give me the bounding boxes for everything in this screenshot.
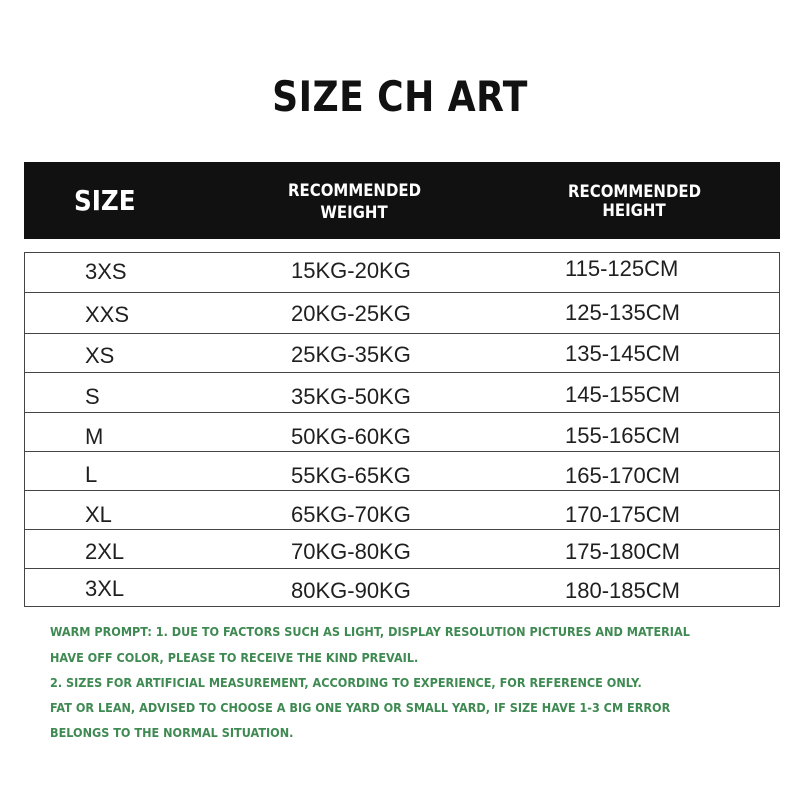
note-line-1: WARM PROMPT: 1. DUE TO FACTORS SUCH AS LIGHT, DISPLAY RESOLUTION PICTURES AND MATERIAL	[50, 624, 690, 639]
table-row	[25, 529, 779, 569]
note-line-2: HAVE OFF COLOR, PLEASE TO RECEIVE THE KIND PREVAIL.	[50, 650, 419, 665]
size-cell: M	[85, 424, 104, 449]
height-cell: 135-145CM	[565, 341, 680, 366]
size-cell: XL	[85, 502, 112, 527]
size-cell: 3XL	[85, 576, 125, 601]
size-cell: 3XS	[85, 259, 127, 284]
header-size: SIZE	[74, 184, 136, 217]
height-cell: 115-125CM	[565, 256, 679, 281]
height-cell: 155-165CM	[565, 423, 680, 448]
height-cell: 145-155CM	[565, 382, 680, 407]
weight-cell: 35KG-50KG	[291, 384, 411, 409]
size-cell: XXS	[85, 302, 130, 327]
table-header	[24, 162, 780, 239]
table-row	[25, 412, 779, 452]
size-cell: L	[85, 462, 98, 487]
note-line-5: BELONGS TO THE NORMAL SITUATION.	[50, 725, 294, 740]
weight-cell: 15KG-20KG	[291, 258, 411, 283]
header-weight-line1: RECOMMENDED	[288, 181, 422, 201]
height-cell: 180-185CM	[565, 578, 680, 603]
size-cell: XS	[85, 343, 115, 368]
height-cell: 175-180CM	[565, 539, 680, 564]
table-row	[25, 451, 779, 491]
header-height-line1: RECOMMENDED	[568, 182, 702, 202]
header-height-line2: HEIGHT	[602, 201, 666, 221]
height-cell: 165-170CM	[565, 463, 680, 488]
weight-cell: 50KG-60KG	[291, 424, 411, 449]
size-cell: S	[85, 384, 100, 409]
weight-cell: 25KG-35KG	[291, 342, 411, 367]
note-line-4: FAT OR LEAN, ADVISED TO CHOOSE A BIG ONE YARD OR SMALL YARD, IF SIZE HAVE 1-3 CM ERROR	[50, 700, 671, 715]
page-title: SIZE CH ART	[272, 72, 528, 121]
header-weight-line2: WEIGHT	[320, 203, 388, 223]
header-weight	[288, 180, 420, 224]
size-cell: 2XL	[85, 539, 125, 564]
weight-cell: 80KG-90KG	[291, 578, 411, 603]
weight-cell: 55KG-65KG	[291, 463, 411, 488]
note-line-3: 2. SIZES FOR ARTIFICIAL MEASUREMENT, ACCORDING TO EXPERIENCE, FOR REFERENCE ONLY.	[50, 675, 642, 690]
table-row	[25, 333, 779, 373]
table-row	[25, 292, 779, 334]
header-height	[568, 183, 700, 221]
weight-cell: 20KG-25KG	[291, 301, 411, 326]
table-row	[25, 490, 779, 530]
table-row	[25, 253, 779, 293]
table-row	[25, 568, 779, 606]
height-cell: 125-135CM	[565, 300, 680, 325]
size-table	[24, 252, 780, 607]
table-row	[25, 372, 779, 413]
height-cell: 170-175CM	[565, 502, 680, 527]
weight-cell: 70KG-80KG	[291, 539, 411, 564]
weight-cell: 65KG-70KG	[291, 502, 411, 527]
